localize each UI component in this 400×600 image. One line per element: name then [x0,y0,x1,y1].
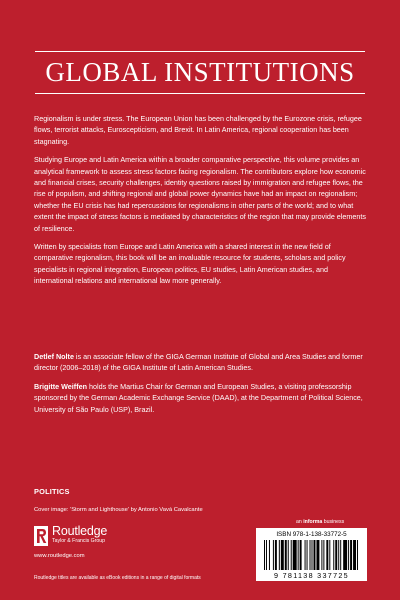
informa-prefix: an [296,519,304,525]
series-bottom-rule [35,93,365,94]
author-name: Detlef Nolte [34,352,74,361]
barcode-icon [264,540,359,570]
author-bio-text: is an associate fellow of the GIGA German Institute of Global and Area Studies and former director (2006–2018) of the GIGA Institute of Latin American Studies. [34,352,363,373]
ebook-footer-note: Routledge titles are available as eBook editions in a range of digital formats [34,575,201,581]
author-bio [34,381,369,415]
routledge-r-logo-icon [34,526,48,546]
author-bio [34,351,369,374]
informa-brand: informa [303,519,323,525]
author-name: Brigitte Weiffen [34,381,87,391]
blurb-paragraph: Written by specialists from Europe and Latin America with a shared interest in the new field of comparative regionalism, this book will be an invaluable resource for students, scholars and policy specialists in regional integration, European politics, EU studies, Latin American studies, and international relations and international law more generally. [34,242,346,286]
barcode-digits: 9 781138 337725 [274,571,349,580]
author-bios [34,351,369,422]
isbn-label: ISBN 978-1-138-33772-5 [276,531,347,538]
publisher-url[interactable]: www.routledge.com [34,553,85,559]
series-title: GLOBAL INSTITUTIONS [45,57,355,87]
cover-image-credit: Cover image: 'Storm and Lighthouse' by Antonio Vavá Cavalcante [34,507,203,513]
blurb [34,113,369,294]
informa-suffix: business [322,519,345,525]
series-top-rule [35,51,365,52]
informa-business-label [296,519,344,525]
publisher-block [34,523,164,563]
barcode-box [256,528,367,581]
author-bio-text: holds the Martius Chair for German and European Studies, a visiting professorship sponsored by the German Academic Exchange Service (DAAD), at the Department of Political Science, University of São Paulo (USP), Brazil. [34,381,363,414]
blurb-paragraph: Studying Europe and Latin America within a broader comparative perspective, this volume provides an analytical framework to assess stress factors facing regionalism. The contributors explore how economic and financial crises, security challenges, identity questions raised by immigration and refugee flows, the rise of populism, and shifting regional and global power dynamics have had an impact on regionalism; whether the EU crisis has had repercussions for regionalisms in other parts of the world; and to what extent the impact of stress factors is mediated by characteristics of the region that may provide elements of resilience. [34,155,366,233]
blurb-paragraph: Regionalism is under stress. The European Union has been challenged by the Eurozone crisis, refugee flows, terrorist attacks, Euroscepticism, and Brexit. In Latin America, regional cooperation has been stagnating. [34,114,362,146]
subject-category: POLITICS [34,487,70,496]
publisher-name: Routledge [52,524,108,538]
publisher-group: Taylor & Francis Group [52,538,106,544]
